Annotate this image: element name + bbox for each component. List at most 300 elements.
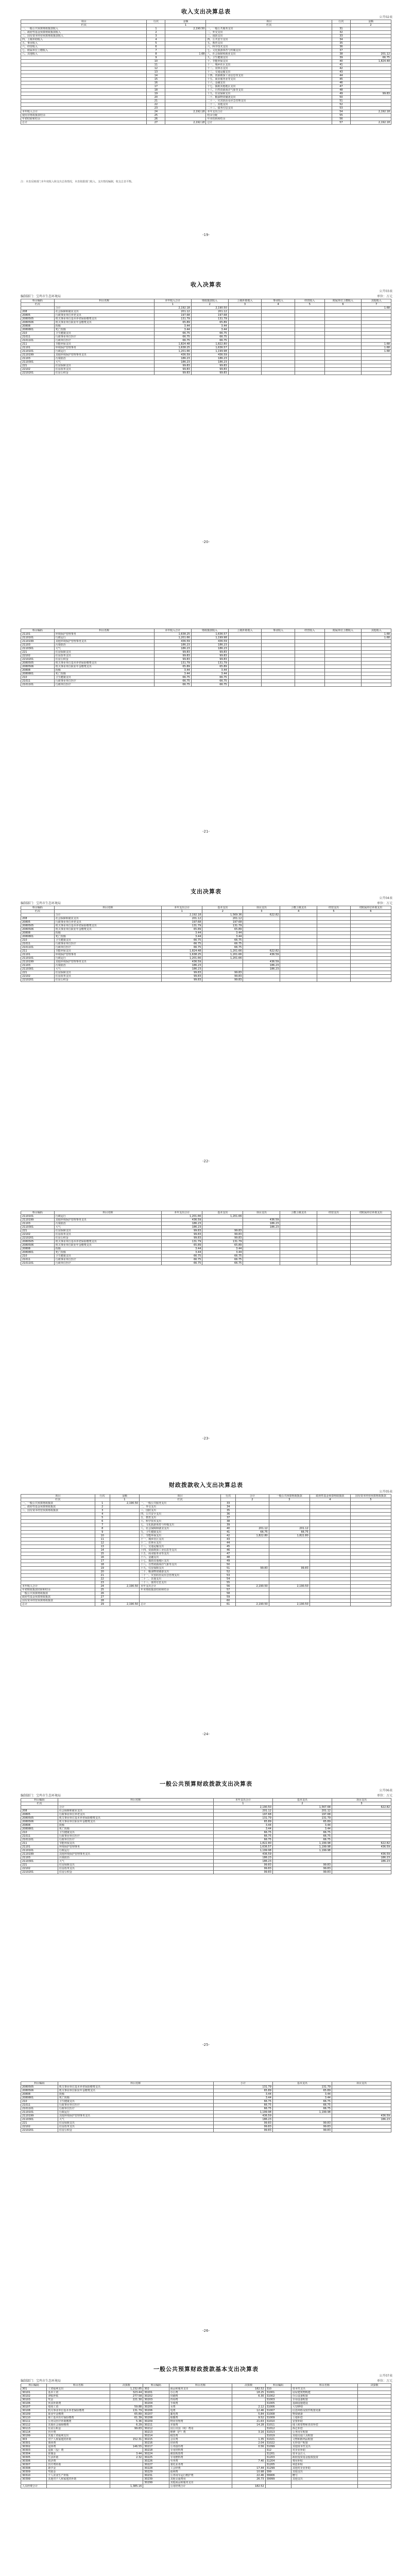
table-cell (232, 2481, 265, 2485)
table-cell (310, 1509, 350, 1513)
table-cell (310, 1520, 350, 1523)
basic-expense-title: 一般公共预算财政拨款基本支出决算表 (153, 2366, 259, 2372)
table-cell: 99.83 (191, 371, 228, 375)
table-cell: 622.82 (332, 1842, 391, 1845)
table-cell (110, 1567, 140, 1570)
table-cell (324, 636, 362, 640)
table-cell: 66.75 (154, 680, 191, 683)
table-cell: 54 (332, 110, 350, 114)
table-cell: 66.75 (272, 2104, 332, 2107)
table-cell: 3.44 (213, 1824, 272, 1827)
table-cell (350, 1581, 391, 1585)
table-cell: 131.79 (202, 1240, 243, 1244)
column-header: 行次 (147, 20, 165, 24)
table-cell: 死亡抚恤 (58, 2096, 213, 2100)
table-cell: 45 (332, 78, 350, 81)
table-cell (243, 1215, 280, 1218)
column-index: 3 (332, 1802, 391, 1806)
table-cell (269, 1592, 310, 1596)
column-header: 行次 (332, 20, 350, 24)
table-cell (295, 680, 325, 683)
table-cell (110, 1534, 140, 1538)
table-cell (358, 2478, 391, 2481)
table-cell: 1.68 (362, 343, 391, 346)
table-cell (310, 1552, 350, 1556)
table-cell: 机关事业单位基本养老保险缴费支出 (58, 1817, 213, 1820)
page-number: -22- (202, 1159, 210, 1163)
table-cell: 1,638.25 (154, 633, 191, 636)
table-cell: 48 (221, 1556, 236, 1560)
table-cell: 17 (95, 1560, 110, 1563)
table-cell: 31002 (265, 2395, 291, 2398)
table-cell: 因公出国（境）费用 (169, 2427, 232, 2431)
table-cell: 1 (95, 1502, 110, 1505)
table-cell: 31022 (265, 2442, 291, 2445)
table-cell: 436.59 (332, 1853, 391, 1856)
table-cell (236, 1560, 269, 1563)
table-cell: 31007 (265, 2409, 291, 2413)
table-cell: 1,199.98 (191, 636, 228, 640)
table-cell (228, 321, 262, 325)
table-cell: 住房改革支出 (54, 1233, 162, 1236)
table-cell: 2210201 (21, 1236, 55, 1240)
table-cell: 21011 (21, 1258, 55, 1262)
table-cell (317, 1236, 351, 1240)
column-header: 项目支出 (332, 2082, 391, 2086)
table-cell: 八、社会保障和就业支出 (206, 53, 332, 56)
table-cell: 66.75 (272, 1831, 332, 1835)
table-cell (317, 1258, 351, 1262)
table-cell (350, 1513, 391, 1516)
table-row (21, 939, 391, 942)
table-cell: 31203 (265, 2456, 291, 2460)
table-cell: 30212 (143, 2427, 169, 2431)
table-cell (362, 640, 391, 643)
table-cell: 31013 (265, 2431, 291, 2434)
table-cell (269, 1578, 310, 1581)
table-cell (243, 942, 280, 946)
table-row (21, 74, 391, 78)
table-cell: 13 (147, 71, 165, 74)
table-row (21, 960, 391, 964)
table-cell: 社会保障和就业支出 (58, 1809, 213, 1813)
table-cell: 47 (332, 85, 350, 89)
table-cell: 环境保护管理事务 (54, 346, 154, 350)
table-cell: 208 (21, 917, 55, 921)
table-cell: 二、政府性基金预算财政拨款 (21, 1505, 95, 1509)
table-row (21, 633, 391, 636)
table-cell (324, 307, 362, 310)
table-cell: 社会保障和就业支出 (54, 917, 162, 921)
table-cell (262, 350, 295, 353)
table-cell (324, 328, 362, 332)
table-cell (262, 364, 295, 368)
table-cell: 186.23 (154, 647, 191, 651)
table-cell: 436.59 (243, 960, 280, 964)
table-row (21, 662, 391, 665)
column-header: 附属单位上缴收入 (324, 629, 362, 633)
table-cell (236, 1581, 269, 1585)
table-row (21, 1849, 391, 1853)
table-cell: 30225 (143, 2456, 169, 2460)
table-cell: 六、经营收入 (21, 45, 147, 49)
table-cell: 21011 (21, 680, 55, 683)
table-cell (362, 328, 391, 332)
table-cell: 31010 (265, 2420, 291, 2424)
table-cell (358, 2449, 391, 2452)
table-cell: 186.23 (162, 968, 202, 971)
table-cell: 十五、商业服务业等支出 (140, 1552, 221, 1556)
table-cell (21, 74, 147, 78)
table-cell: 24 (95, 1585, 110, 1588)
column-header: 合计 (236, 1495, 269, 1498)
table-cell (269, 1509, 310, 1513)
table-cell: 2110101 (21, 636, 55, 640)
table-cell: 21101 (21, 953, 55, 957)
table-cell: 5.36 (110, 2420, 143, 2424)
table-cell (350, 1215, 391, 1218)
table-cell: 3.44 (272, 1827, 332, 1831)
table-cell (350, 63, 391, 67)
column-index: 5 (317, 910, 351, 913)
table-row (21, 640, 391, 643)
table-cell (310, 1596, 350, 1599)
table-cell (236, 1509, 269, 1513)
table-cell (317, 975, 351, 978)
table-cell (269, 1560, 310, 1563)
table-cell: 1,201.66 (154, 350, 191, 353)
table-cell: 六、科学技术支出 (140, 1520, 221, 1523)
table-cell (236, 1513, 269, 1516)
table-cell: 行政运行 (54, 350, 154, 353)
table-cell (110, 1527, 140, 1531)
table-cell (332, 2129, 391, 2132)
table-cell (228, 361, 262, 364)
column-index (147, 24, 165, 27)
table-cell (332, 1813, 391, 1817)
table-cell: 20805 (21, 1813, 58, 1817)
table-cell: 99.83 (202, 978, 243, 982)
table-cell: 30102 (21, 2395, 47, 2398)
table-row (21, 2402, 391, 2405)
table-cell (243, 1233, 280, 1236)
table-cell: 政府投资基金股权投资 (291, 2456, 357, 2460)
table-cell: 65.89 (154, 665, 191, 669)
table-cell: 三、国防支出 (206, 35, 332, 38)
table-cell: 30201 (143, 2391, 169, 2395)
table-cell (262, 310, 295, 314)
table-cell: 30199 (21, 2434, 47, 2438)
form-number: 公开02表 (379, 15, 392, 19)
table-cell: 221 (21, 1863, 58, 1867)
table-cell (243, 1236, 280, 1240)
table-cell (310, 1592, 350, 1596)
table-cell: 186.23 (162, 964, 202, 968)
table-cell (21, 1534, 95, 1538)
table-cell (295, 317, 325, 321)
table-cell: 18 (95, 1563, 110, 1567)
table-cell (21, 1549, 95, 1552)
table-cell (350, 1588, 391, 1592)
table-row (21, 346, 391, 350)
table-cell (350, 1240, 391, 1244)
table-cell (350, 49, 391, 53)
table-cell (317, 968, 351, 971)
table-cell (324, 346, 362, 350)
table-cell (350, 1236, 391, 1240)
column-header: 科目名称 (169, 2384, 232, 2387)
table-cell (262, 353, 295, 357)
column-header: 财政拨款收入 (191, 629, 228, 633)
table-cell (295, 328, 325, 332)
table-row (21, 942, 391, 946)
table-cell: 131.79 (191, 662, 228, 665)
table-cell (232, 2452, 265, 2456)
table-cell (262, 343, 295, 346)
table-row (21, 2129, 391, 2132)
table-cell (228, 669, 262, 672)
table-cell: 436.59 (213, 2114, 272, 2118)
table-cell: 3.44 (272, 2096, 332, 2100)
table-cell: 15 (147, 78, 165, 81)
table-cell: 65.89 (213, 1820, 272, 1824)
table-cell (280, 935, 317, 939)
table-cell (295, 636, 325, 640)
table-cell (262, 361, 295, 364)
table-cell (332, 1817, 391, 1820)
table-cell (262, 332, 295, 335)
table-cell: 住房公积金 (54, 1236, 162, 1240)
table-cell: 行政运行 (54, 957, 162, 960)
table-cell: 186.23 (213, 2118, 272, 2122)
table-row (21, 332, 391, 335)
table-row (21, 357, 391, 361)
table-cell: 2080505 (21, 924, 55, 928)
table-cell: 2110199 (21, 353, 55, 357)
table-cell: 专用设备购置 (291, 2398, 357, 2402)
table-cell (295, 321, 325, 325)
table-cell (358, 2391, 391, 2395)
table-cell: 2,190.50 (110, 1603, 140, 1606)
table-cell: 1 (147, 27, 165, 31)
table-cell (324, 643, 362, 647)
table-cell: 21011 (21, 942, 55, 946)
table-cell: 131.79 (154, 317, 191, 321)
table-row (21, 1842, 391, 1845)
table-cell: 186.23 (191, 643, 228, 647)
table-cell: 99.83 (213, 1867, 272, 1871)
table-row (21, 350, 391, 353)
table-row (21, 27, 391, 31)
table-cell (358, 2405, 391, 2409)
table-cell: 2080506 (21, 665, 55, 669)
column-header: 决算数 (232, 2384, 265, 2387)
table-cell (324, 350, 362, 353)
table-row (21, 1218, 391, 1222)
table-cell (21, 85, 147, 89)
table-cell: 二、外交支出 (140, 1505, 221, 1509)
column-header: 项目支出 (243, 1211, 280, 1215)
table-cell: 40 (332, 60, 350, 63)
table-cell (280, 917, 317, 921)
table-cell: 30216 (143, 2442, 169, 2445)
table-cell: 30205 (143, 2405, 169, 2409)
table-cell: 49 (332, 92, 350, 96)
table-cell: 131.79 (272, 2086, 332, 2089)
table-cell: 22102 (21, 2125, 58, 2129)
table-cell: 99.83 (213, 2129, 272, 2132)
table-cell (280, 1262, 317, 1265)
table-cell (350, 1541, 391, 1545)
table-cell: 3.44 (154, 325, 191, 328)
table-cell: 3.44 (202, 1251, 243, 1255)
table-cell (21, 1545, 95, 1549)
table-cell (310, 1574, 350, 1578)
table-cell: 十九、住房保障支出 (206, 92, 332, 96)
table-cell (280, 1218, 317, 1222)
table-cell: 2210201 (21, 1871, 58, 1874)
table-cell: 186.23 (154, 361, 191, 364)
table-row (21, 49, 391, 53)
table-cell (295, 662, 325, 665)
table-cell: 其他环境保护管理事务支出 (54, 1218, 162, 1222)
table-cell: 26 (95, 1592, 110, 1596)
table-cell: 99.83 (350, 92, 391, 96)
table-cell (280, 928, 317, 931)
table-cell (350, 89, 391, 92)
column-header: 科目编码 (265, 2384, 291, 2387)
table-cell: 行政运行 (58, 2111, 213, 2114)
table-cell (21, 1531, 95, 1534)
fiscal-allocation-summary-title: 财政拨款收入支出决算总表 (169, 1482, 243, 1488)
table-cell: 210 (21, 676, 55, 680)
table-cell (317, 935, 351, 939)
table-cell (295, 651, 325, 654)
table-cell: 35 (221, 1509, 236, 1513)
table-cell (21, 307, 55, 310)
table-cell: 土地补偿 (291, 2416, 357, 2420)
table-cell (262, 314, 295, 317)
header-row (21, 1211, 391, 1215)
table-cell: 25 (147, 114, 165, 117)
table-cell: 3.44 (213, 1827, 272, 1831)
table-cell (228, 314, 262, 317)
table-cell: 机关事业单位基本养老保险缴费支出 (54, 924, 162, 928)
table-cell: 66.75 (202, 1258, 243, 1262)
column-header: 科目编码 (21, 2082, 58, 2086)
table-cell: 99.83 (236, 1567, 269, 1570)
table-cell: 助学金 (47, 2467, 110, 2470)
table-cell (110, 1581, 140, 1585)
column-header: 科目编码 (21, 1211, 55, 1215)
table-cell: 十九、住房保障支出 (140, 1567, 221, 1570)
table-cell: 17.44 (232, 2467, 265, 2470)
table-cell (358, 2413, 391, 2416)
table-cell: 99.83 (272, 2122, 332, 2125)
table-cell (236, 1552, 269, 1556)
table-cell: 30208 (143, 2416, 169, 2420)
table-cell (362, 680, 391, 683)
table-cell: 行政事业单位医疗 (54, 680, 154, 683)
table-cell: 310 (265, 2387, 291, 2391)
table-row (21, 1247, 391, 1251)
table-row (21, 665, 391, 669)
table-cell: 赠与 (291, 2474, 357, 2478)
table-cell: 131.79 (162, 1240, 202, 1244)
column-index: 5 (295, 303, 325, 307)
table-cell: 211 (21, 1842, 58, 1845)
table-cell: 66.75 (191, 680, 228, 683)
table-cell: 22102 (21, 1867, 58, 1871)
table-cell (324, 364, 362, 368)
table-row (21, 975, 391, 978)
table-cell: 3.44 (162, 1247, 202, 1251)
table-cell: 99.83 (202, 1229, 243, 1233)
table-cell: 个人农业生产补贴 (47, 2474, 110, 2478)
table-cell (110, 1516, 140, 1520)
table-cell: 34 (221, 1505, 236, 1509)
table-cell: 66.75 (162, 942, 202, 946)
table-cell: 31201 (265, 2452, 291, 2456)
table-cell (317, 928, 351, 931)
table-row (21, 2485, 391, 2488)
table-cell (236, 1563, 269, 1567)
table-row (21, 658, 391, 662)
compiling-unit: 编制部门：宝鸡市生态环境局 (21, 902, 61, 905)
table-cell: 1,199.98 (272, 1845, 332, 1849)
table-row (21, 107, 391, 110)
table-cell: 31019 (265, 2434, 291, 2438)
table-cell: 35 (332, 42, 350, 45)
table-cell (21, 89, 147, 92)
table-cell: 1,636.57 (191, 633, 228, 636)
table-cell (324, 357, 362, 361)
table-cell: 住房保障支出 (58, 1863, 213, 1867)
table-row (21, 950, 391, 953)
table-cell: 离休费 (47, 2442, 110, 2445)
table-cell: 50 (332, 96, 350, 99)
table-cell (110, 1596, 140, 1599)
table-cell: 八、社会保障和就业支出 (140, 1527, 221, 1531)
table-cell: 10.98 (232, 2470, 265, 2474)
table-cell (324, 353, 362, 357)
table-cell (350, 1570, 391, 1574)
table-cell: 22102 (21, 975, 55, 978)
table-cell: 2,192.18 (350, 110, 391, 114)
table-cell: 大气 (54, 647, 154, 651)
column-header: 对附属单位补助支出 (350, 1211, 391, 1215)
column-header: 经营支出 (317, 1211, 351, 1215)
column-index (95, 1498, 110, 1502)
table-cell: 其他环境保护管理事务支出 (54, 640, 154, 643)
table-cell (317, 942, 351, 946)
income-statement-continued-table (21, 629, 391, 687)
table-cell: 差旅费 (169, 2424, 232, 2427)
table-cell: 合计 (54, 307, 154, 310)
table-cell (280, 1215, 317, 1218)
table-cell: 八、其他收入 (21, 53, 147, 56)
table-cell: 3.44 (213, 2096, 272, 2100)
table-cell: 201.12 (350, 53, 391, 56)
table-cell: 十七、援助其他地区支出 (206, 85, 332, 89)
table-cell: 20808 (21, 931, 55, 935)
table-cell: 3 (95, 1509, 110, 1513)
table-cell: 99.83 (213, 2122, 272, 2125)
table-cell (324, 361, 362, 364)
table-cell: 46 (332, 81, 350, 85)
table-cell: 197.68 (154, 314, 191, 317)
table-cell (228, 364, 262, 368)
